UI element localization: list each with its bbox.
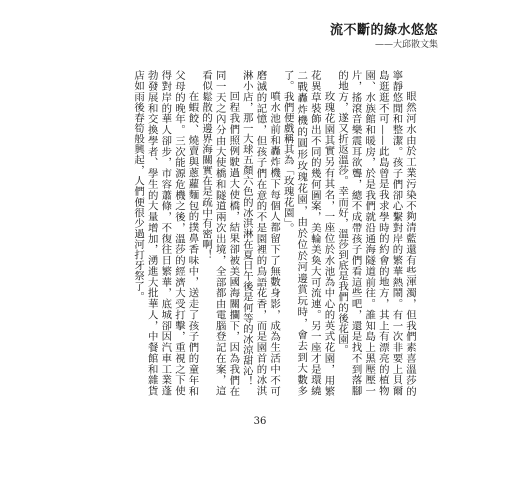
vertical-body-text bbox=[132, 70, 416, 396]
paragraph: 噴水池前和轟炸機下每個人都留下了無數身影，成為生活中不可磨滅的記憶，但孩子們在意的不是園裡的鳥語花香，而是園首的冰淇淋小店，那一大球五顏六色的冰淇淋在夏日午後是何等的冰涼甜沁！ bbox=[240, 70, 281, 396]
paragraph: 玫瑰花園其實另有其名，一座位於水池為中心的英式花園，用繁花異草裝飾出不同的幾何圖案，美輪美奐大可流連。另一座才是環繞二戰轟炸機的圓形玫瑰花園，由於位於河邊賞玩時，會去到大數多了。我們便戲稱其為「玫瑰花園」。 bbox=[281, 70, 335, 396]
page-number: 36 bbox=[253, 416, 267, 427]
book-subtitle: ——大邱散文集 bbox=[374, 39, 438, 50]
paragraph: 回程我們照例駛過大使橋，結果卻被美國海關攔下，因為我們在同一天之內分由大使橋和隧道兩次出境，全部都由電腦登記在案，這看似鬆散的邊界海關實在是疏中有密啊！ bbox=[200, 70, 240, 396]
paragraph: 在蝦餃、燒賣與蔥蘿麵包的撲鼻香味中，送走了孩子們的童年和父母的晚年。三次能源危機之後，溫莎的經濟大受打擊，重視之下使得對岸的華人卻步，市容蕭條，不復往日繁華，底城卻因汽車工業蓬勃發展和交換學者、學生的大量增加，湧進大批華人，中餐館和雜貨店如雨後春筍般興起，人們便很少過河打牙祭了。 bbox=[132, 70, 199, 396]
book-title: 流不斷的綠水悠悠 bbox=[329, 23, 438, 38]
paragraph: 眼然河水由於工業污染不夠清藍還有些渾濁，但我們素喜溫莎的寧靜悠閒和整潔。孩子們卻心繫對岸的繁華熱鬧。有一次非要上貝爾島逛逛不可——此島曾是我求學時的約會的地方，其上有漂亮的植物園、水族館和暖房，於是我們就沿通海隧道前往。誰知島上黑壓壓一片，搖滾音樂震耳欲聾，總不成帶孩子們看這些吧，還是找不到落腳的地方，遂又折返溫莎。幸而好，溫莎到底是我們的後花園。 bbox=[336, 70, 416, 396]
running-header bbox=[330, 24, 438, 50]
